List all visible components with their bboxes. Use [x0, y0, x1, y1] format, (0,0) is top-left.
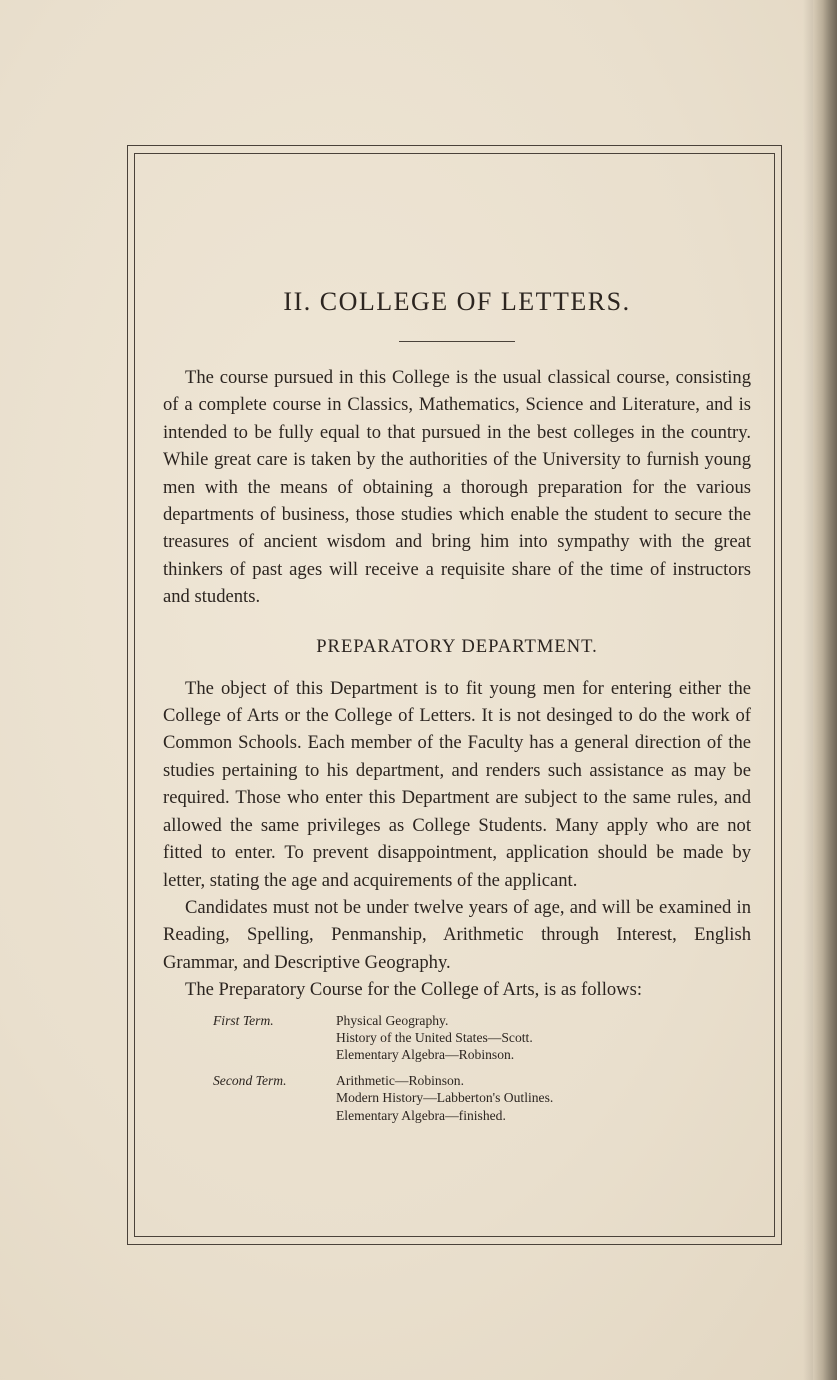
page-content — [163, 285, 751, 1132]
course-item: Elementary Algebra—Robinson. — [336, 1047, 515, 1063]
course-item: Modern History—Labberton's Outlines. — [336, 1090, 554, 1106]
title-divider — [399, 341, 515, 342]
course-item: Physical Geography. — [336, 1012, 449, 1028]
page-title: II. COLLEGE OF LETTERS. — [283, 287, 631, 316]
prep-paragraph-course-intro: The Preparatory Course for the College of Arts, is as follows: — [185, 979, 642, 1001]
course-item: Elementary Algebra—finished. — [336, 1107, 506, 1123]
term-block — [163, 1072, 751, 1124]
course-terms-list — [163, 1012, 751, 1124]
course-item: History of the United States—Scott. — [336, 1029, 533, 1045]
book-binding-edge — [813, 0, 837, 1380]
term-block — [163, 1012, 751, 1064]
binding-shadow — [803, 0, 813, 1380]
intro-paragraph: The course pursued in this College is the usual classical course, consisting of a complete course in Classics, Mathematics, Science and Literature, and is intended to be fully equal to that pursued in the best colleges in the country. While great care is taken by the authorities of the University to furnish young men with the means of obtaining a thorough preparation for the various departments of business, those studies which enable the student to secure the treasures of ancient wisdom and bring him into sympathy with the great thinkers of past ages will receive a requisite share of the time of instructors and students. — [163, 367, 751, 608]
prep-paragraph-object: The object of this Department is to fit young men for entering either the College of Arts or the College of Letters. It is not desinged to do the work of Common Schools. Each member of the Faculty has a general direction of the studies pertaining to his department, and renders such assistance as may be required. Those who enter this Department are subject to the same rules, and allowed the same privileges as College Students. Many apply who are not fitted to enter. To prevent disappointment, application should be made by letter, stating the age and acquirements of the applicant. — [163, 677, 751, 891]
term-courses — [336, 1072, 553, 1124]
prep-paragraph-candidates: Candidates must not be under twelve years of age, and will be examined in Reading, Spelling, Penmanship, Arithmetic through Interest, English Grammar, and Descriptive Geography. — [163, 896, 751, 973]
term-courses — [336, 1012, 533, 1064]
term-name: First Term. — [213, 1012, 274, 1028]
section-heading-preparatory: PREPARATORY DEPARTMENT. — [316, 635, 598, 657]
course-item: Arithmetic—Robinson. — [336, 1072, 464, 1088]
term-name: Second Term. — [213, 1072, 287, 1088]
